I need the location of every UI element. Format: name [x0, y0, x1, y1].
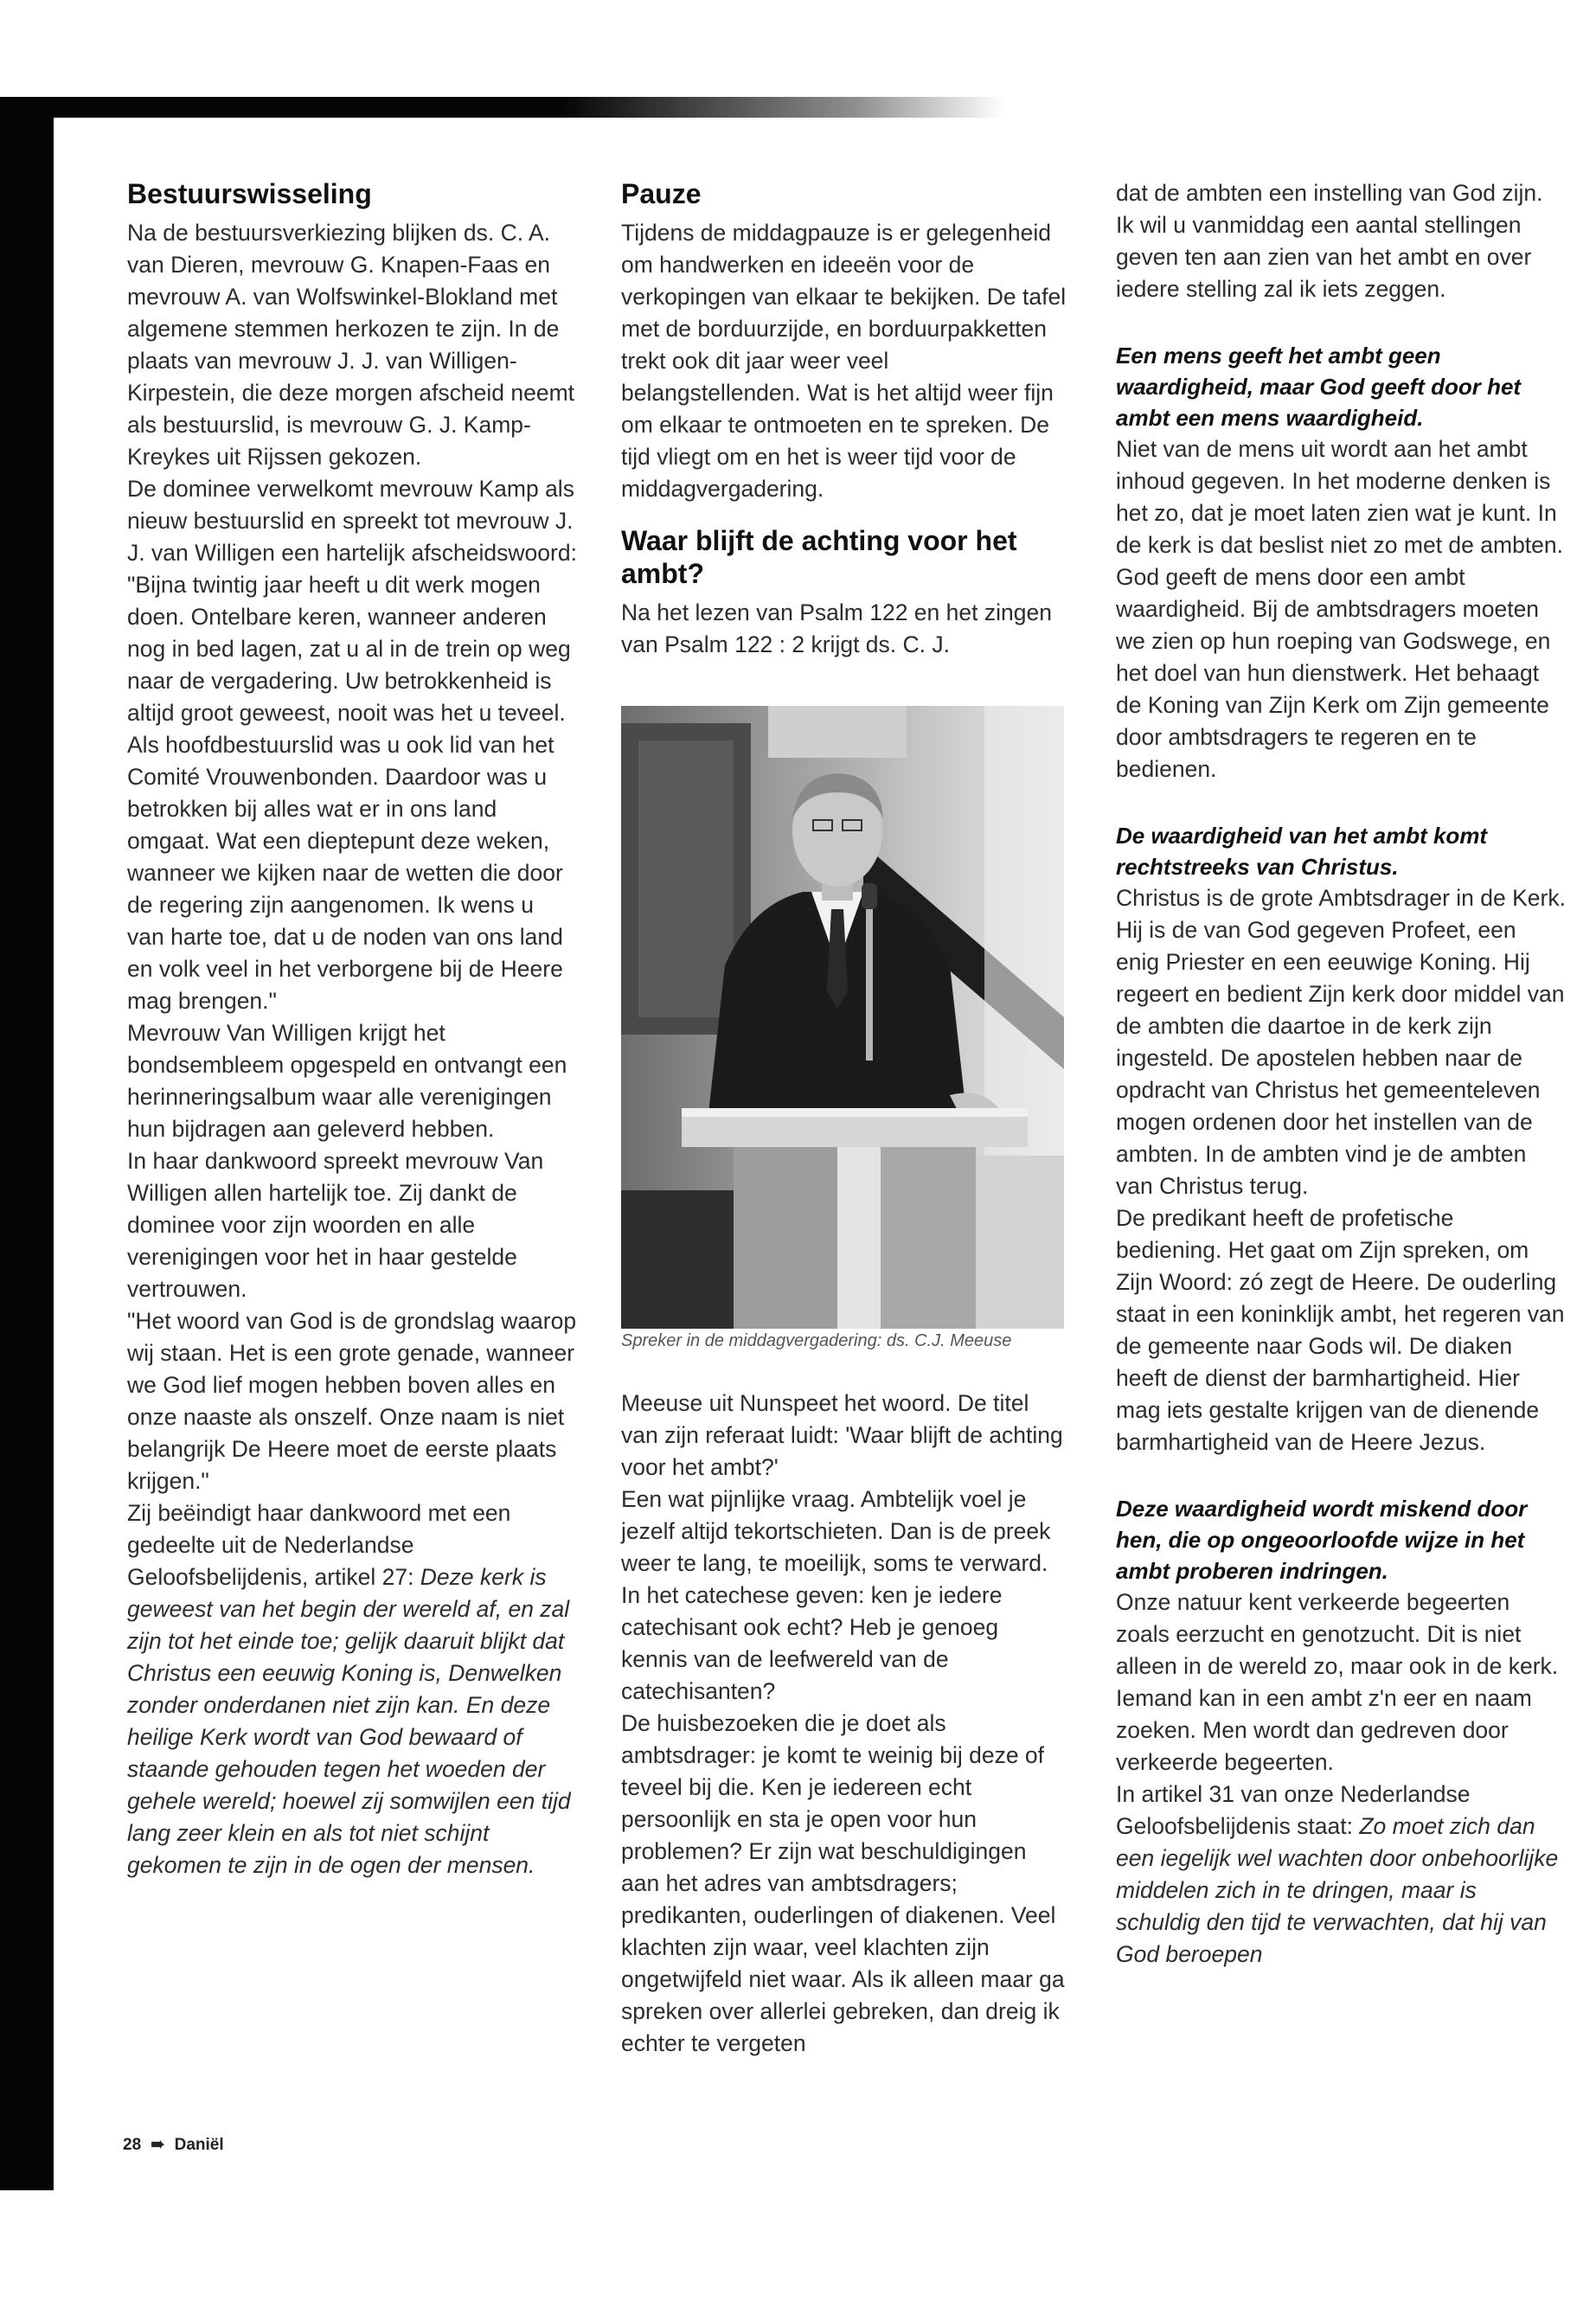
- paragraph-text: In artikel 31 van onze Nederlandse Geloofsbelijdenis staat:: [1116, 1781, 1471, 1839]
- paragraph: De predikant heeft de profetische bediening. Het gaat om Zijn spreken, om Zijn Woord: zó zegt de Heere. De ouderling staat in een koninklijk ambt, het regeren van de gemeente naar Gods wil. De diaken heeft de dienst der barmhartigheid. Hier mag iets gestalte krijgen van de dienende barmhartigheid van de Heere Jezus.: [1116, 1205, 1565, 1455]
- speaker-photo-illustration: [621, 706, 1064, 1329]
- magazine-name: Daniël: [174, 2136, 224, 2154]
- heading-bestuurswisseling: Bestuurswisseling: [127, 178, 372, 209]
- paragraph: Na het lezen van Psalm 122 en het zingen van Psalm 122 : 2 krijgt ds. C. J.: [621, 599, 1052, 657]
- paragraph: dat de ambten een instelling van God zijn. Ik wil u vanmiddag een aantal stellingen geven ten aan zien van het ambt en over iedere stelling zal ik iets zeggen.: [1116, 180, 1543, 302]
- italic-quote: Zo moet zich dan een iegelijk wel wachten door onbehoorlijke middelen zich in te dringen, maar is schuldig den tijd te verwachten, dat hij van God beroepen: [1116, 1813, 1559, 1967]
- paragraph-with-quote: [127, 1497, 577, 1881]
- subheading-stelling-1: Een mens geeft het ambt geen waardigheid, maar God geeft door het ambt een mens waardigheid.: [1116, 343, 1522, 431]
- heading-pauze: Pauze: [621, 178, 702, 209]
- page-number: 28: [123, 2136, 142, 2154]
- paragraph-with-quote: [1116, 1779, 1566, 1971]
- paragraph: Onze natuur kent verkeerde begeerten zoals eerzucht en genotzucht. Dit is niet alleen in de wereld zo, maar ook in de kerk. Iemand kan in een ambt z'n eer en naam zoeken. Men wordt dan gedreven door verkeerde begeerten.: [1116, 1589, 1559, 1775]
- paragraph: In haar dankwoord spreekt mevrouw Van Willigen allen hartelijk toe. Zij dankt de dominee voor zijn woorden en alle verenigingen voor het in haar gestelde vertrouwen.: [127, 1148, 544, 1302]
- paragraph: Christus is de grote Ambtsdrager in de Kerk. Hij is de van God gegeven Profeet, een enig Priester en een eeuwige Koning. Hij regeert en bedient Zijn kerk door middel van de ambten die daartoe in de kerk zijn ingesteld. De apostelen hebben naar de opdracht van Christus het gemeenteleven mogen ordenen door het instellen van de ambten. In de ambten vind je de ambten van Christus terug.: [1116, 885, 1566, 1199]
- column-2: [621, 177, 1071, 2060]
- paragraph: Niet van de mens uit wordt aan het ambt inhoud gegeven. In het moderne denken is het zo, dat je moet laten zien wat je kunt. In de kerk is dat beslist niet zo met de ambten. God geeft de mens door een ambt waardigheid. Bij de ambtsdragers moeten we zien op hun roeping van Godswege, en het doel van hun dienstwerk. Het behaagt de Koning van Zijn Kerk om Zijn gemeente door ambtsdragers te regeren en te bedienen.: [1116, 436, 1564, 782]
- scan-edge-left: [0, 97, 54, 2190]
- column-1: [127, 177, 577, 1881]
- heading-achting-ambt: Waar blijft de achting voor het ambt?: [621, 525, 1017, 589]
- subheading-stelling-3: Deze waardigheid wordt miskend door hen, die op ongeoorloofde wijze in het ambt proberen indringen.: [1116, 1496, 1528, 1584]
- paragraph: Tijdens de middagpauze is er gelegenheid om handwerken en ideeën voor de verkopingen van elkaar te bekijken. De tafel met de borduurzijde, en borduurpakketten trekt ook dit jaar weer veel belangstellenden. Wat is het altijd weer fijn om elkaar te ontmoeten en te spreken. De tijd vliegt om en het is weer tijd voor de middagvergadering.: [621, 220, 1067, 502]
- paragraph: De dominee verwelkomt mevrouw Kamp als nieuw bestuurslid en spreekt tot mevrouw J. J. van Willigen een hartelijk afscheidswoord: "Bijna twintig jaar heeft u dit werk mogen doen. Ontelbare keren, wanneer anderen nog in bed lagen, zat u al in de trein op weg naar de vergadering. Uw betrokkenheid is altijd groot geweest, nooit was het u teveel. Als hoofdbestuurslid was u ook lid van het Comité Vrouwenbonden. Daardoor was u betrokken bij alles wat er in ons land omgaat. Wat een dieptepunt deze weken, wanneer we kijken naar de wetten die door de regering zijn aangenomen. Ik wens u van harte toe, dat u de noden van ons land en volk veel in het verborgene bij de Heere mag brengen.": [127, 476, 577, 1014]
- page-footer: [123, 2135, 224, 2155]
- paragraph: Een wat pijnlijke vraag. Ambtelijk voel je jezelf altijd tekortschieten. Dan is de preek weer te lang, te moeilijk, soms te verward. In het catechese geven: ken je iedere catechisant ook echt? Heb je genoeg kennis van de leefwereld van de catechisanten?: [621, 1486, 1051, 1704]
- quote-paragraph: "Het woord van God is de grondslag waarop wij staan. Het is een grote genade, wanneer we God lief mogen hebben boven alles en onze naaste als onszelf. Onze naam is niet belangrijk De Heere moet de eerste plaats krijgen.": [127, 1308, 577, 1494]
- paragraph: De huisbezoeken die je doet als ambtsdrager: je komt te weinig bij deze of teveel bij die. Ken je iedereen echt persoonlijk en sta je open voor hun problemen? Er zijn wat beschuldigingen aan het adres van ambtsdragers; predikanten, ouderlingen of diakenen. Veel klachten zijn waar, veel klachten zijn ongetwijfeld niet waar. Als ik alleen maar ga spreken over allerlei gebreken, dan dreig ik echter te vergeten: [621, 1710, 1065, 2056]
- paragraph: Meeuse uit Nunspeet het woord. De titel van zijn referaat luidt: 'Waar blijft de achting voor het ambt?': [621, 1390, 1063, 1480]
- paragraph: Na de bestuursverkiezing blijken ds. C. A. van Dieren, mevrouw G. Knapen-Faas en mevrouw A. van Wolfswinkel-Blokland met algemene stemmen herkozen te zijn. In de plaats van mevrouw J. J. van Willigen-Kirpestein, die deze morgen afscheid neemt als bestuurslid, is mevrouw G. J. Kamp-Kreykes uit Rijssen gekozen.: [127, 220, 575, 470]
- paragraph-text: Zij beëindigt haar dankwoord met een gedeelte uit de Nederlandse Geloofsbelijdenis, artikel 27:: [127, 1500, 511, 1590]
- column-3: [1116, 177, 1566, 1971]
- arrow-icon: ➠: [151, 2136, 165, 2154]
- subheading-stelling-2: De waardigheid van het ambt komt rechtstreeks van Christus.: [1116, 823, 1488, 880]
- photo-caption: Spreker in de middagvergadering: ds. C.J. Meeuse: [621, 1331, 1012, 1350]
- paragraph: Mevrouw Van Willigen krijgt het bondsembleem opgespeld en ontvangt een herinneringsalbum waar alle verenigingen hun bijdragen aan geleverd hebben.: [127, 1020, 567, 1142]
- speaker-photo: [621, 706, 1064, 1329]
- italic-quote: Deze kerk is geweest van het begin der wereld af, en zal zijn tot het einde toe; gelijk daaruit blijkt dat Christus een eeuwig Koning is, Denwelken zonder onderdanen niet zijn kan. En deze heilige Kerk wordt van God bewaard of staande gehouden tegen het woeden der gehele wereld; hoewel zij somwijlen een tijd lang zeer klein en als tot niet schijnt gekomen te zijn in de ogen der mensen.: [127, 1564, 571, 1878]
- scan-edge-top: [17, 97, 1003, 118]
